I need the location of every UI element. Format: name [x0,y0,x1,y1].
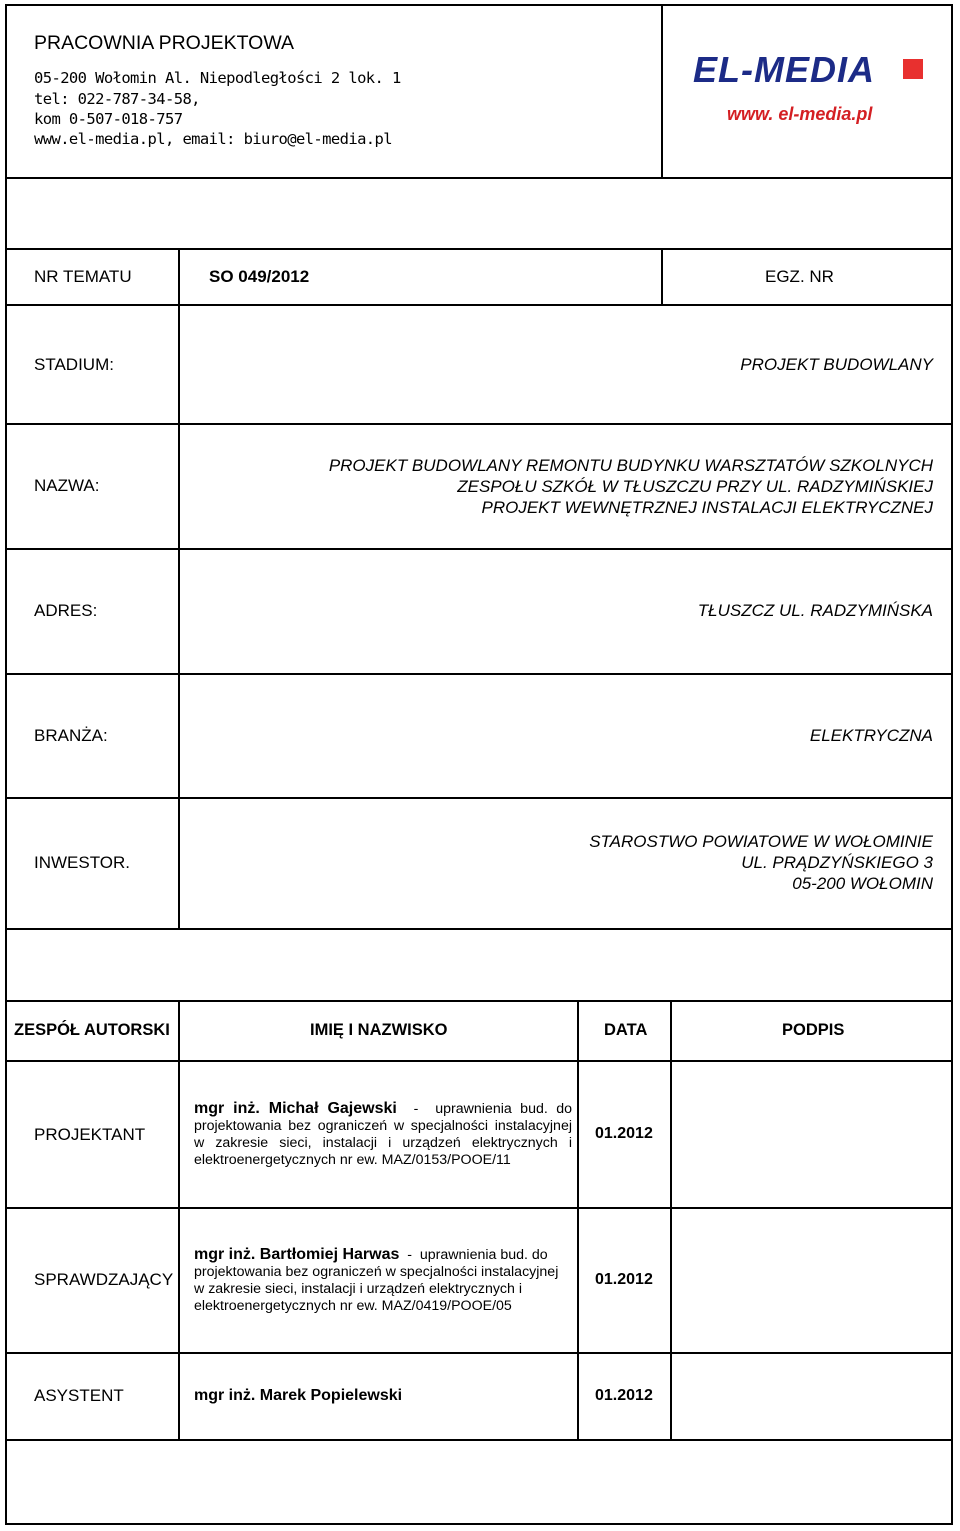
row-divider [5,177,953,179]
name-line: ZESPOŁU SZKÓŁ W TŁUSZCZU PRZY UL. RADZYMIŃSKIEJ [457,477,933,496]
company-address: 05-200 Wołomin Al. Niepodległości 2 lok. 1 [34,69,401,87]
team-member-name: mgr inż. Michał Gajewski [194,1100,397,1117]
dash-separator: - [396,1101,436,1117]
el-media-logo [693,50,929,90]
row-divider [5,1439,953,1441]
team-header-role: ZESPÓŁ AUTORSKI [14,1021,170,1039]
team-member-details [194,1246,572,1315]
column-divider [178,248,180,929]
copy-number-label: EGZ. NR [765,267,834,286]
row-divider [5,673,953,675]
address-label: ADRES: [34,601,98,620]
team-role: PROJEKTANT [34,1125,146,1144]
team-role: ASYSTENT [34,1386,124,1405]
row-divider [5,928,953,930]
company-website: www. el-media.pl [727,104,873,124]
topic-label: NR TEMATU [34,267,132,286]
investor-label: INWESTOR. [34,853,131,872]
company-mobile: kom 0-507-018-757 [34,110,183,128]
company-name: PRACOWNIA PROJEKTOWA [34,32,295,54]
name-line: PROJEKT WEWNĘTRZNEJ INSTALACJI ELEKTRYCZNEJ [481,498,933,517]
name-label: NAZWA: [34,476,100,495]
row-divider [5,423,953,425]
investor-line: UL. PRĄDZYŃSKIEGO 3 [741,853,933,872]
stadium-label: STADIUM: [34,355,114,374]
logo-text: EL-MEDIA [693,49,875,90]
team-date: 01.2012 [595,1387,653,1404]
team-date: 01.2012 [595,1125,653,1142]
stadium-value: PROJEKT BUDOWLANY [740,355,933,374]
row-divider [5,304,953,306]
license-lead: uprawnienia bud. do [435,1101,572,1117]
company-contact: www.el-media.pl, email: biuro@el-media.pl [34,130,393,148]
team-header-name: IMIĘ I NAZWISKO [310,1021,448,1039]
team-member-details [194,1100,572,1169]
investor-line: STAROSTWO POWIATOWE W WOŁOMINIE [589,832,933,851]
logo-square-icon [903,59,923,79]
investor-line: 05-200 WOŁOMIN [792,874,933,893]
row-divider [5,1000,953,1002]
team-header-signature: PODPIS [782,1021,845,1039]
row-divider [5,1352,953,1354]
row-divider [5,548,953,550]
column-divider [661,4,663,178]
team-date: 01.2012 [595,1271,653,1288]
row-divider [5,248,953,250]
team-member-name: mgr inż. Bartłomiej Harwas [194,1246,400,1263]
company-phone: tel: 022-787-34-58, [34,90,200,108]
branch-label: BRANŻA: [34,726,108,745]
address-value: TŁUSZCZ UL. RADZYMIŃSKA [697,601,933,620]
team-role: SPRAWDZAJĄCY [34,1270,174,1289]
column-divider [670,1000,672,1440]
column-divider [661,248,663,305]
team-header-date: DATA [604,1021,648,1039]
name-line: PROJEKT BUDOWLANY REMONTU BUDYNKU WARSZTATÓW SZKOLNYCH [328,456,933,475]
topic-number: SO 049/2012 [209,267,310,286]
license-description: projektowania bez ograniczeń w specjalności instalacyjnej w zakresie sieci, instalacji i urządzeń elektrycznych i elektroenergetycznych nr ew. MAZ/0419/POOE/05 [194,1264,559,1314]
row-divider [5,1060,953,1062]
row-divider [5,797,953,799]
dash-separator: - [399,1247,420,1263]
team-member-name: mgr inż. Marek Popielewski [194,1387,403,1404]
branch-value: ELEKTRYCZNA [809,726,933,745]
license-lead: uprawnienia bud. do [419,1247,548,1263]
row-divider [5,1207,953,1209]
license-description: projektowania bez ograniczeń w specjalności instalacyjnej w zakresie sieci, instalacji i urządzeń elektrycznych i elektroenergetycznych nr ew. MAZ/0153/POOE/11 [194,1118,572,1168]
column-divider [577,1000,579,1440]
column-divider [178,1000,180,1440]
